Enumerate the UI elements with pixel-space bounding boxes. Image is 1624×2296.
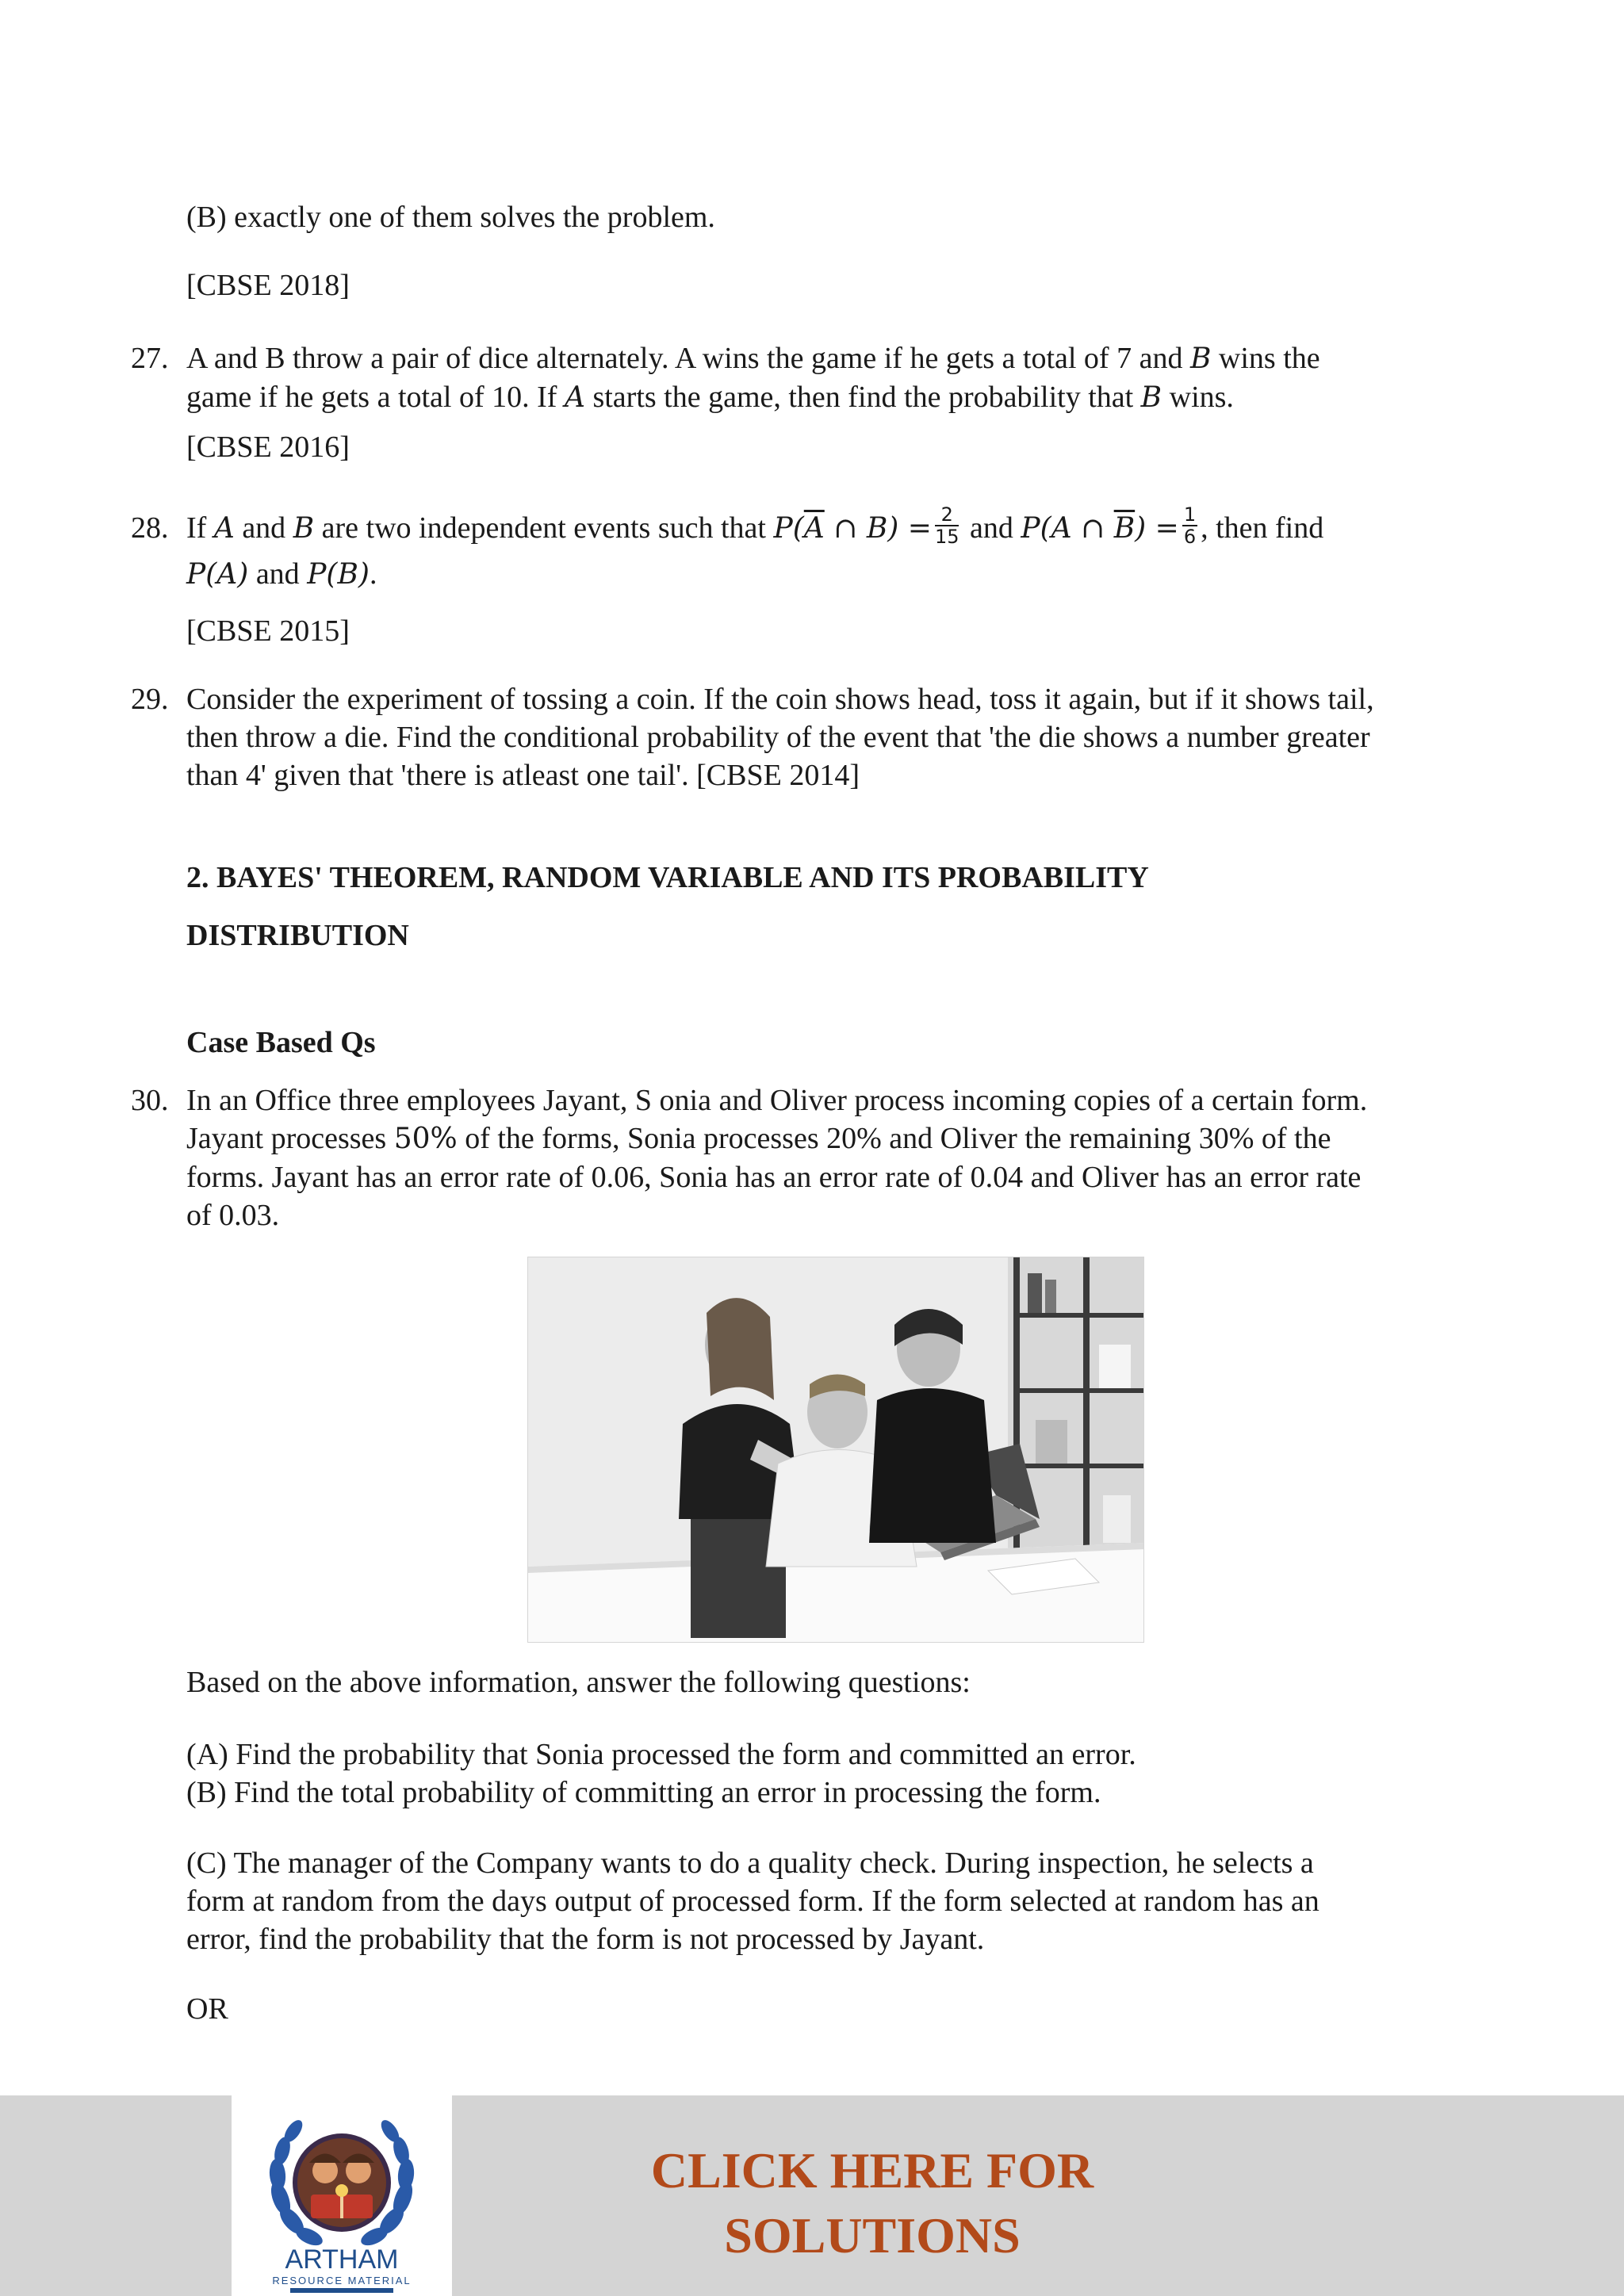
question-number: 27.	[131, 342, 169, 375]
q27-reference: [CBSE 2016]	[186, 430, 350, 464]
q30-part-c-line1: (C) The manager of the Company wants to do a quality check. During inspection, he selects a	[186, 1846, 1314, 1880]
laurel-logo-icon	[232, 2095, 452, 2296]
footer-banner	[0, 2095, 1624, 2296]
q26-reference: [CBSE 2018]	[186, 269, 350, 302]
q30-instruction: Based on the above information, answer the following questions:	[186, 1666, 971, 1699]
section-title-line1: 2. BAYES' THEOREM, RANDOM VARIABLE AND ITS PROBABILITY	[186, 861, 1149, 894]
expression-p-abar-and-b: $P(\overline{A}$ ∩ B) =	[773, 512, 932, 545]
cta-line2: SOLUTIONS	[724, 2207, 1021, 2263]
question-number: 29.	[131, 683, 169, 716]
q30-or: OR	[186, 1992, 228, 2026]
section-subheading: Case Based Qs	[186, 1026, 376, 1059]
q28-reference: [CBSE 2015]	[186, 614, 350, 648]
svg-text:ARTHAM: ARTHAM	[285, 2244, 399, 2275]
q26-option-b: (B) exactly one of them solves the problem.	[186, 201, 715, 234]
office-team-photo	[527, 1257, 1144, 1643]
cta-line1: CLICK HERE FOR	[650, 2142, 1094, 2198]
fraction-2-15: $\frac{2}{15}$	[934, 503, 959, 549]
q30-part-c-line2: form at random from the days output of processed form. If the form selected at random has an	[186, 1885, 1320, 1918]
office-photo-illustration	[528, 1257, 1144, 1643]
artham-logo[interactable]	[232, 2095, 452, 2296]
document-page: (B) exactly one of them solves the problem. [CBSE 2018] 27. A and B throw a pair of dice alternately. A wins the game if he gets a total of 7 and B wins the game if he gets a total of 10. If A starts the game, then find the probability that B wins. [CBSE 2016] 28. If A and B are two independent events such that $P(\overline{A}$ ∩ B) = $\frac{2}{15}$ and P(A ∩ $\overline{B}$) = $\frac{1}{6}$ , then find P(A) and P(B). [CBSE 2015] 29. Consider the experiment of tossing a coin. If the coin shows head, toss it again, but if it shows tail, then throw a die. Find the conditional probability of the event that 'the die shows a number greater than 4' given that 'there is atleast one tail'. [CBSE 2014] 2. BAYES' THEOREM, RANDOM VARIABLE AND ITS PROBABILITY DISTRIBUTION Case Based Qs 30. In an Office three employees Jayant, S onia and Oliver process incoming copies of a certain form. Jayant processes 50% of the forms, Sonia processes 20% and Oliver the remaining 30% of the forms. Jayant has an error rate of 0.06, Sonia has an error rate of 0.04 and Oliver has an error rate of 0.03. Based on the above information, answer the following questions: (A) Find the probability that Sonia processed the form and committed an error. (B) Find the total probability of committing an error in processing the form. (C) The manager of the Company wants to do a quality check. During inspection, he selects a form at random from the days output of processed form. If the form selected at random has an error, find the probability that the form is not processed by Jayant. OR	[0, 0, 1624, 2101]
expression-p-a-and-bbar: P(A ∩ $\overline{B}$) =	[1021, 512, 1179, 545]
question-number: 30.	[131, 1084, 169, 1117]
q30-part-b: (B) Find the total probability of committing an error in processing the form.	[186, 1776, 1101, 1809]
question-number: 28.	[131, 511, 169, 545]
q30-part-c-line3: error, find the probability that the form is not processed by Jayant.	[186, 1923, 985, 1956]
fraction-1-6: $\frac{1}{6}$	[1183, 503, 1197, 549]
q30-part-a: (A) Find the probability that Sonia processed the form and committed an error.	[186, 1738, 1136, 1771]
solutions-link-button[interactable]	[555, 2138, 1189, 2268]
section-title-line2: DISTRIBUTION	[186, 919, 409, 952]
svg-text:RESOURCE MATERIAL: RESOURCE MATERIAL	[272, 2275, 412, 2286]
